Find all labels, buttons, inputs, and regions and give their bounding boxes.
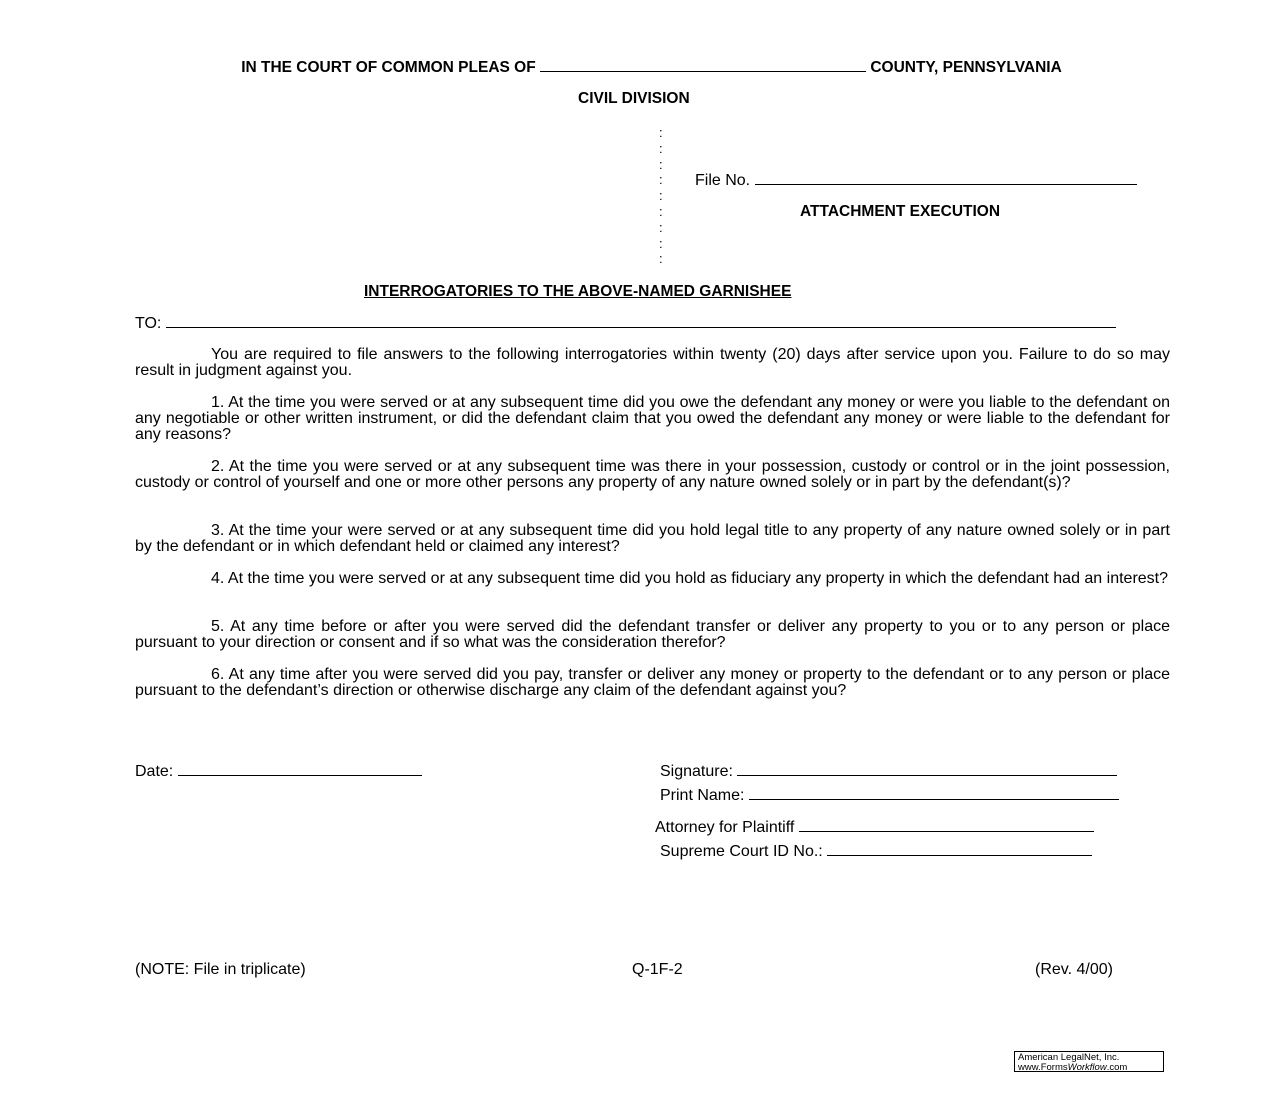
court-heading bbox=[0, 58, 1275, 77]
print-name-row bbox=[660, 786, 1119, 805]
signature-label: Signature: bbox=[660, 763, 733, 780]
attorney-blank[interactable] bbox=[799, 818, 1094, 832]
county-blank[interactable] bbox=[540, 58, 866, 72]
file-no-blank[interactable] bbox=[755, 171, 1137, 185]
question-2: 2. At the time you were served or at any subsequent time was there in your possession, custody or control or in the joint possession, custody or control of yourself and one or more other persons any property of any nature owned solely or in part by the defendant(s)? bbox=[135, 458, 1170, 491]
to-row bbox=[135, 314, 1116, 333]
badge-prefix: www.Forms bbox=[1018, 1062, 1068, 1073]
intro-paragraph: You are required to file answers to the following interrogatories within twenty (20) days after service upon you. Failure to do so may result in judgment against you. bbox=[135, 346, 1170, 379]
question-1: 1. At the time you were served or at any subsequent time did you owe the defendant any money or were you liable to the defendant on any negotiable or other written instrument, or did the defendant claim that you owed the defendant any money or were liable to the defendant for any reasons? bbox=[135, 394, 1170, 443]
signature-row bbox=[660, 762, 1117, 781]
attorney-label: Attorney for Plaintiff bbox=[655, 819, 795, 836]
date-blank[interactable] bbox=[178, 762, 422, 776]
badge-suffix: .com bbox=[1106, 1062, 1128, 1073]
court-prefix: IN THE COURT OF COMMON PLEAS OF bbox=[241, 59, 536, 76]
question-4: 4. At the time you were served or at any subsequent time did you hold as fiduciary any property in which the defendant had an interest? bbox=[211, 570, 1169, 587]
to-blank[interactable] bbox=[166, 314, 1116, 328]
question-5: 5. At any time before or after you were served did the defendant transfer or deliver any property to you or to any person or place pursuant to your direction or consent and if so what was the consideration therefor? bbox=[135, 618, 1170, 651]
question-3: 3. At the time your were served or at any subsequent time did you hold legal title to any property of any nature owned solely or in part by the defendant or in which defendant held or claimed any interest? bbox=[135, 522, 1170, 555]
attachment-execution: ATTACHMENT EXECUTION bbox=[800, 203, 1001, 220]
date-label: Date: bbox=[135, 763, 174, 780]
badge-line-2 bbox=[1018, 1063, 1163, 1073]
court-suffix: COUNTY, PENNSYLVANIA bbox=[870, 59, 1062, 76]
print-name-blank[interactable] bbox=[749, 786, 1119, 800]
footer-note: (NOTE: File in triplicate) bbox=[135, 961, 306, 978]
to-label: TO: bbox=[135, 315, 162, 332]
supreme-court-row bbox=[660, 842, 1092, 861]
signature-blank[interactable] bbox=[737, 762, 1117, 776]
badge-italic: Workflow bbox=[1067, 1062, 1107, 1073]
interrogatories-title: INTERROGATORIES TO THE ABOVE-NAMED GARNISHEE bbox=[364, 283, 792, 300]
civil-division: CIVIL DIVISION bbox=[578, 90, 690, 107]
supreme-court-label: Supreme Court ID No.: bbox=[660, 843, 823, 860]
caption-colon-divider: : : : : : : : : : bbox=[659, 125, 663, 267]
file-no-row bbox=[695, 171, 1137, 190]
supreme-court-blank[interactable] bbox=[827, 842, 1092, 856]
badge-line-1: American LegalNet, Inc. bbox=[1018, 1052, 1120, 1063]
file-no-label: File No. bbox=[695, 172, 751, 189]
question-6: 6. At any time after you were served did you pay, transfer or deliver any money or property to the defendant or to any person or place pursuant to the defendant’s direction or otherwise discharge any claim of the defendant against you? bbox=[135, 666, 1170, 699]
vendor-badge bbox=[1014, 1051, 1164, 1072]
print-name-label: Print Name: bbox=[660, 787, 745, 804]
date-row bbox=[135, 762, 422, 781]
footer-form-code: Q-1F-2 bbox=[632, 961, 683, 978]
attorney-row bbox=[655, 818, 1094, 837]
footer-revision: (Rev. 4/00) bbox=[1035, 961, 1113, 978]
